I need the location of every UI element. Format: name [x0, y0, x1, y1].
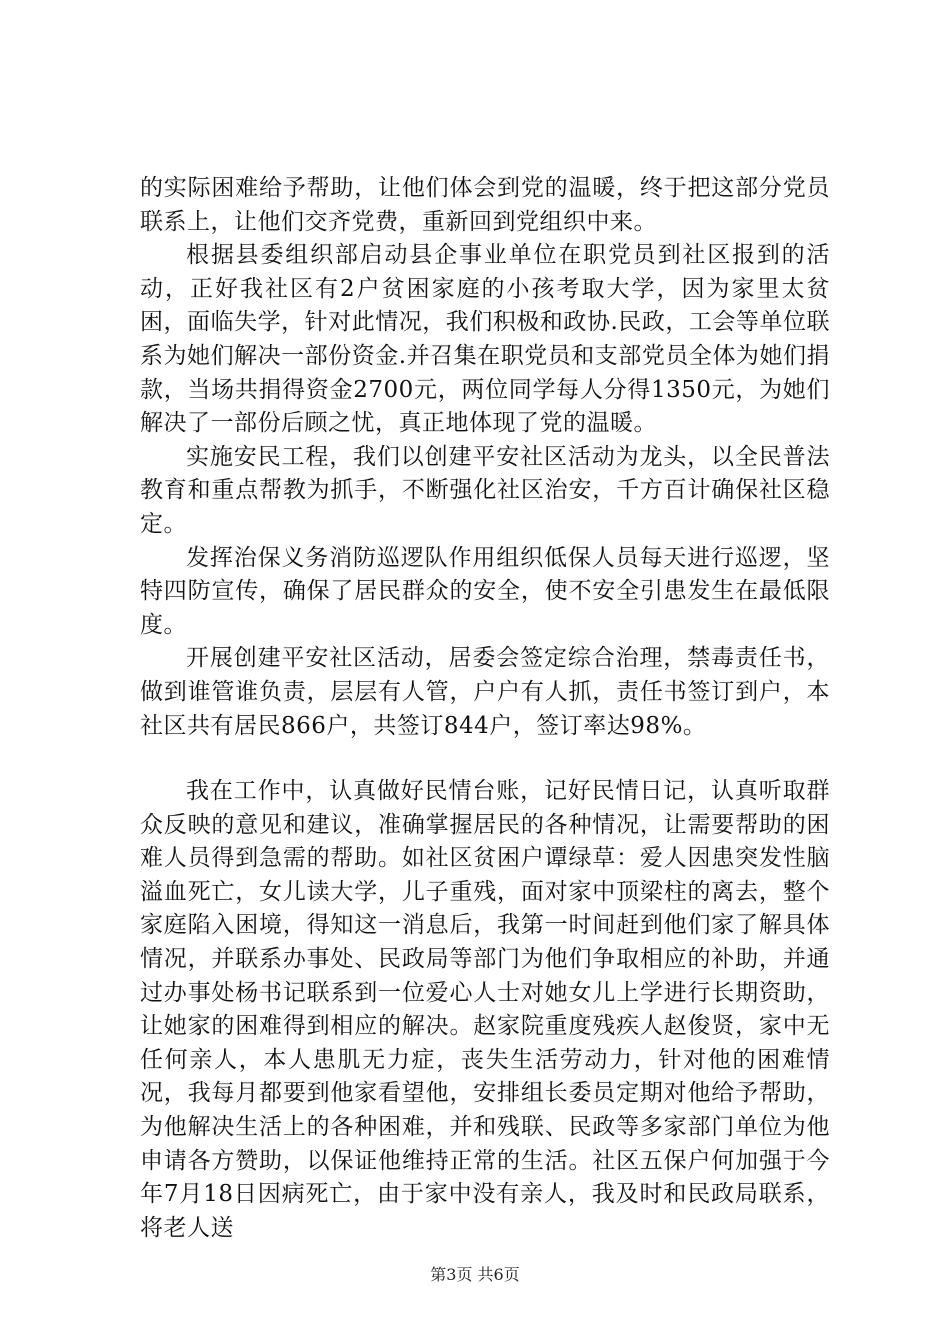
- paragraph-continued: 的实际困难给予帮助，让他们体会到党的温暖，终于把这部分党员联系上，让他们交齐党费，重新回到党组织中来。: [140, 175, 830, 235]
- paragraph-work-diary: 我在工作中，认真做好民情台账，记好民情日记，认真听取群众反映的意见和建议，准确掌握居民的各种情况，让需要帮助的困难人员得到急需的帮助。如社区贫困户谭绿草：爱人因患突发性脑溢血死亡，女儿读大学，儿子重残，面对家中顶梁柱的离去，整个家庭陷入困境，得知这一消息后，我第一时间赶到他们家了解具体情况，并联系办事处、民政局等部门为他们争取相应的补助，并通过办事处杨书记联系到一位爱心人士对她女儿上学进行长期资助，让她家的困难得到相应的解决。赵家院重度残疾人赵俊贤，家中无任何亲人，本人患肌无力症，丧失生活劳动力，针对他的困难情况，我每月都要到他家看望他，安排组长委员定期对他给予帮助，为他解决生活上的各种困难，并和残联、民政等多家部门单位为他申请各方赞助，以保证他维持正常的生活。社区五保户何加强于今年7月18日因病死亡，由于家中没有亲人，我及时和民政局联系，将老人送: [140, 778, 830, 1241]
- paragraph-party-members-donation: 根据县委组织部启动县企事业单位在职党员到社区报到的活动，正好我社区有2户贫困家庭的小孩考取大学，因为家里太贫困，面临失学，针对此情况，我们积极和政协.民政，工会等单位联系为她们解决一部份资金.并召集在职党员和支部党员全体为她们捐款，当场共捐得资金2700元，两位同学每人分得1350元，为她们解决了一部份后顾之忧，真正地体现了党的温暖。: [140, 242, 830, 437]
- page-number-footer: 第3页 共6页: [430, 1265, 520, 1284]
- document-body: [140, 172, 830, 1245]
- paragraph-safe-community: 开展创建平安社区活动，居委会签定综合治理，禁毒责任书，做到谁管谁负责，层层有人管，户户有人抓，责任书签订到户，本社区共有居民866户，共签订844户，签订率达98%。: [140, 645, 830, 739]
- paragraph-patrol-team: 发挥治保义务消防巡逻队作用组织低保人员每天进行巡逻，坚特四防宣传，确保了居民群众的安全，使不安全引患发生在最低限度。: [140, 544, 830, 638]
- paragraph-safety-project: 实施安民工程，我们以创建平安社区活动为龙头，以全民普法教育和重点帮教为抓手，不断强化社区治安，千方百计确保社区稳定。: [140, 443, 830, 537]
